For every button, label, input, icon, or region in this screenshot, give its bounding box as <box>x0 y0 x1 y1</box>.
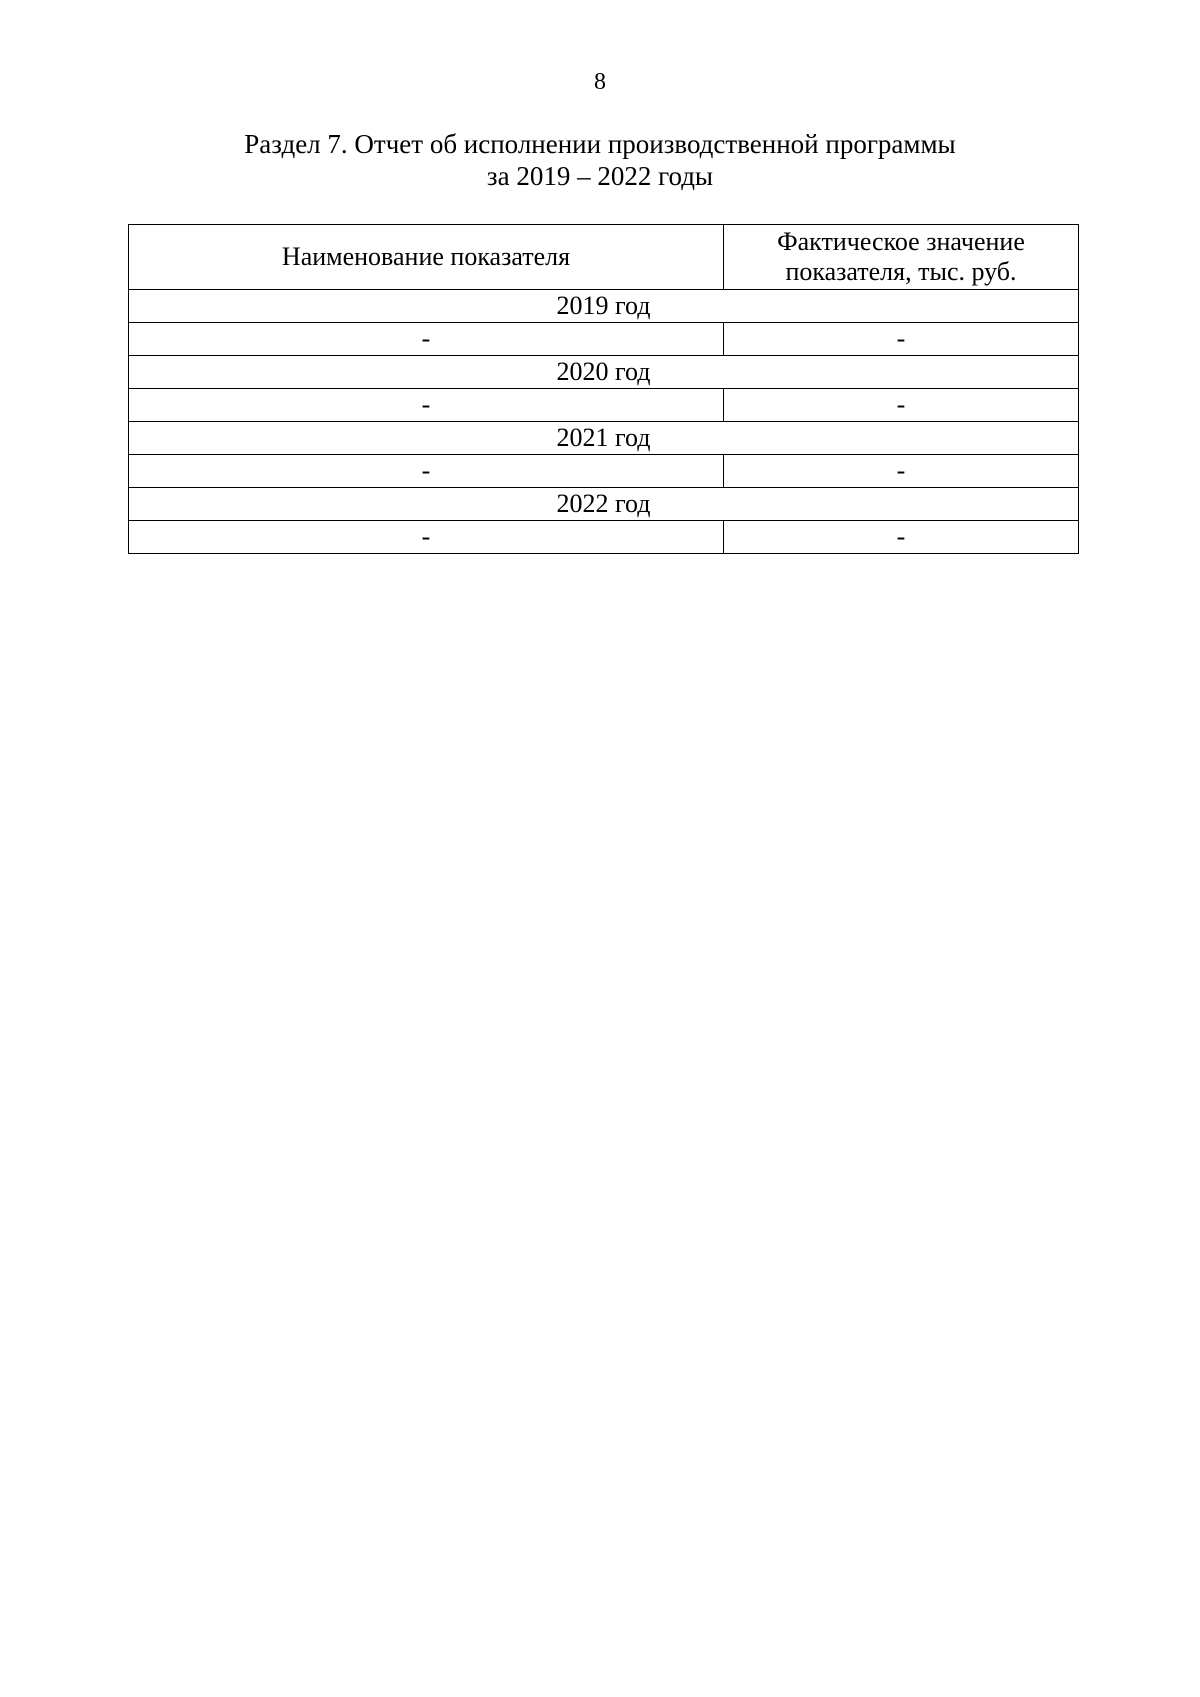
indicator-name-cell: - <box>129 323 724 356</box>
header-actual-value-line-1: Фактическое значение <box>777 227 1025 256</box>
indicator-value-cell: - <box>724 455 1079 488</box>
section-title <box>0 128 1200 192</box>
table-row <box>129 323 1079 356</box>
year-label: 2021 год <box>129 422 1079 455</box>
header-actual-value <box>724 225 1079 290</box>
table-row <box>129 389 1079 422</box>
indicator-name-cell: - <box>129 521 724 554</box>
table-row <box>129 521 1079 554</box>
year-label: 2020 год <box>129 356 1079 389</box>
production-program-report-table <box>128 224 1079 554</box>
header-indicator-name: Наименование показателя <box>129 225 724 290</box>
year-row-2019 <box>129 290 1079 323</box>
section-title-line-1: Раздел 7. Отчет об исполнении производственной программы <box>244 129 956 159</box>
header-actual-value-line-2: показателя, тыс. руб. <box>785 257 1017 286</box>
indicator-value-cell: - <box>724 521 1079 554</box>
page-number: 8 <box>594 69 606 95</box>
indicator-name-cell: - <box>129 389 724 422</box>
indicator-name-cell: - <box>129 455 724 488</box>
indicator-value-cell: - <box>724 389 1079 422</box>
year-label: 2022 год <box>129 488 1079 521</box>
table-header-row <box>129 225 1079 290</box>
year-label: 2019 год <box>129 290 1079 323</box>
year-row-2020 <box>129 356 1079 389</box>
section-title-line-2: за 2019 – 2022 годы <box>486 161 714 191</box>
indicator-value-cell: - <box>724 323 1079 356</box>
year-row-2022 <box>129 488 1079 521</box>
year-row-2021 <box>129 422 1079 455</box>
table-row <box>129 455 1079 488</box>
